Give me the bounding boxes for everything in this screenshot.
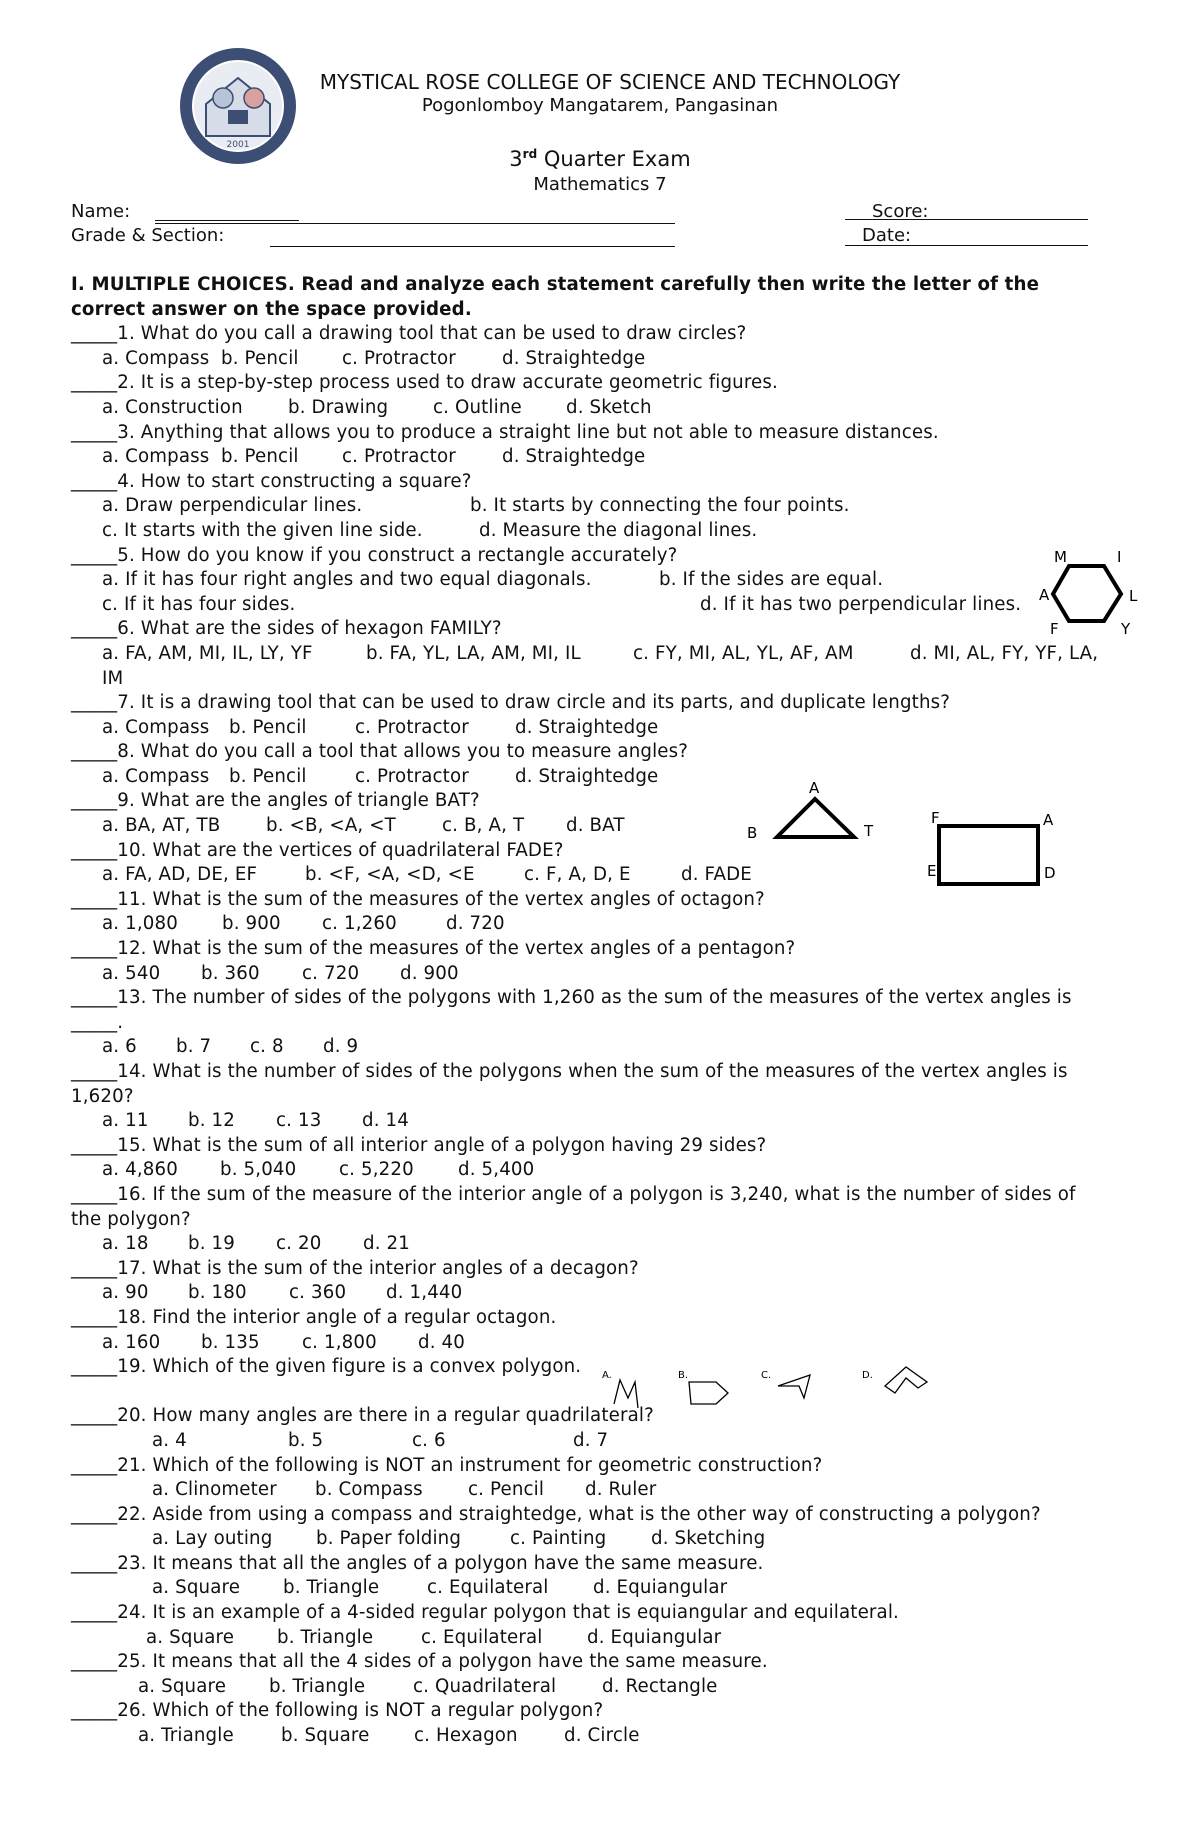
choice-a: a. Square [146,1626,235,1648]
answer-blank[interactable]: _____ [71,618,118,640]
choice-b: b. 12 [188,1110,236,1132]
choice-a: a. 1,080 [102,913,178,935]
rectangle-label-f: F [931,809,940,827]
question-2 [71,371,1111,396]
choices-4-row2 [71,519,1111,544]
option-b-shape [689,1382,728,1404]
choice-c: c. Protractor [342,347,456,369]
choices-22 [71,1527,1111,1552]
hexagon-family-figure [1035,544,1145,636]
choices-5-row2 [71,593,1111,618]
convex-option-label-b: B. [678,1370,689,1381]
choice-b: b. It starts by connecting the four points. [470,495,850,517]
answer-blank[interactable]: _____ [71,839,118,861]
answer-blank[interactable]: _____ [71,692,118,714]
exam-ordinal-suffix: rd [522,147,538,161]
option-a-shape [614,1380,638,1408]
choice-d: d. Sketch [566,396,652,418]
subject-title: Mathematics 7 [533,174,667,195]
choice-b: b. Triangle [283,1577,380,1599]
triangle-label-t: T [864,822,874,840]
choices-15 [71,1158,1111,1183]
rectangle-label-d: D [1044,864,1056,882]
choice-d: d. Straightedge [515,765,659,787]
choice-a: a. 11 [102,1110,149,1132]
choice-c: c. Outline [433,396,522,418]
hexagon-label-m: M [1054,548,1067,566]
exam-title [0,147,1200,171]
choices-4-row1 [71,494,1111,519]
choices-5-row1 [71,568,1111,593]
choice-b: b. 180 [188,1282,247,1304]
question-7 [71,691,1111,716]
convex-option-label-a: A. [602,1370,612,1381]
choice-a: a. BA, AT, TB [102,815,221,837]
choices-26 [71,1724,1111,1749]
choice-c: c. 13 [276,1110,322,1132]
choice-d: d. Circle [564,1725,640,1747]
question-text: 8. What do you call a tool that allows you to measure angles? [117,741,689,763]
name-line[interactable] [155,223,675,224]
exam-content [71,273,1111,1749]
choice-d: d. 900 [400,962,459,984]
choice-c: c. It starts with the given line side. [102,519,423,541]
choices-21 [71,1478,1111,1503]
choice-d: d. 9 [323,1036,359,1058]
grade-section-label: Grade & Section: [71,225,225,246]
choice-a: a. Compass [102,716,210,738]
choices-16 [71,1232,1111,1257]
choices-12 [71,962,1111,987]
choice-c: c. FY, MI, AL, YL, AF, AM [633,642,854,664]
score-line[interactable] [845,219,1088,220]
question-19 [71,1355,1111,1380]
question-23 [71,1552,1111,1577]
choice-c: c. F, A, D, E [524,864,631,886]
choices-20 [71,1429,1111,1454]
answer-blank[interactable]: _____ [71,1134,118,1156]
choice-c: c. 1,800 [302,1331,377,1353]
triangle-label-a: A [809,779,820,797]
hexagon-label-l: L [1129,587,1138,605]
choice-b: b. 5,040 [220,1159,297,1181]
question-18 [71,1306,1111,1331]
question-1 [71,322,1111,347]
question-22 [71,1503,1111,1528]
question-text: 22. Aside from using a compass and straightedge, what is the other way of constructing a polygon? [117,1503,1041,1525]
answer-blank[interactable]: _____ [71,741,118,763]
date-label: Date: [862,225,912,246]
choice-a: a. 90 [102,1282,149,1304]
hexagon-label-i: I [1117,548,1122,566]
question-text: 26. Which of the following is NOT a regular polygon? [117,1700,604,1722]
choice-b: b. 5 [288,1429,324,1451]
choice-c: c. 5,220 [339,1159,414,1181]
choice-b: b. 900 [222,913,281,935]
choice-a: a. Clinometer [152,1479,277,1501]
name-label: Name: [71,201,131,222]
choice-a: a. Draw perpendicular lines. [102,495,363,517]
exam-ordinal: 3 [509,147,523,171]
choice-d: d. Rectangle [602,1675,718,1697]
question-text: 19. Which of the given figure is a convex polygon. [117,1356,582,1378]
choice-d: d. 1,440 [386,1282,463,1304]
answer-blank[interactable]: _____ [71,421,118,443]
choice-d: d. BAT [566,815,625,837]
exam-title-rest: Quarter Exam [537,147,691,171]
choices-7 [71,716,1111,741]
question-5 [71,544,1111,569]
question-12 [71,937,1111,962]
question-15 [71,1134,1111,1159]
question-text: 9. What are the angles of triangle BAT? [117,790,480,812]
choice-c: c. Pencil [468,1479,545,1501]
choices-25 [71,1675,1111,1700]
choice-c: c. 1,260 [322,913,397,935]
answer-blank[interactable]: _____ [71,544,118,566]
answer-blank[interactable]: _____ [71,1552,118,1574]
choice-c: c. B, A, T [442,815,525,837]
choices-13 [71,1035,1111,1060]
question-text: 23. It means that all the angles of a polygon have the same measure. [117,1552,764,1574]
question-text: 6. What are the sides of hexagon FAMILY? [117,618,502,640]
question-4 [71,470,1111,495]
choice-d: d. MI, AL, FY, YF, LA, IM [102,642,1099,689]
school-name: MYSTICAL ROSE COLLEGE OF SCIENCE AND TECHNOLOGY [319,70,901,94]
choice-a: a. 4 [152,1429,187,1451]
rectangle-label-e: E [927,862,937,880]
triangle-shape [777,799,854,837]
choice-d: d. Equiangular [593,1577,728,1599]
choices-3 [71,445,1111,470]
choices-14 [71,1109,1111,1134]
answer-blank[interactable]: _____ [71,790,118,812]
choice-d: d. FADE [681,864,752,886]
answer-blank[interactable]: _____ [71,470,118,492]
choice-c: c. Protractor [355,765,469,787]
choice-d: d. 5,400 [458,1159,535,1181]
choices-6 [71,642,1111,691]
choice-a: a. 18 [102,1233,149,1255]
choice-b: b. Triangle [277,1626,374,1648]
question-25 [71,1650,1111,1675]
name-line-short[interactable] [155,220,299,221]
choice-d: d. Straightedge [515,716,659,738]
choice-b: b. Compass [315,1479,423,1501]
question-text: 3. Anything that allows you to produce a straight line but not able to measure distances. [117,421,939,443]
choice-b: b. 7 [176,1036,212,1058]
choice-c: c. Protractor [355,716,469,738]
question-20 [71,1404,1111,1429]
triangle-label-b: B [747,824,758,842]
choice-a: a. 540 [102,962,161,984]
question-26 [71,1699,1111,1724]
convex-polygon-options-figure [600,1362,940,1414]
answer-blank[interactable]: _____ [71,1405,118,1427]
choice-c: c. 360 [289,1282,347,1304]
answer-blank[interactable]: _____ [71,1651,118,1673]
choice-d: d. 720 [446,913,505,935]
school-address: Pogonlomboy Mangatarem, Pangasinan [421,95,779,116]
choice-c: c. Painting [510,1528,607,1550]
question-text: 25. It means that all the 4 sides of a polygon have the same measure. [117,1651,768,1673]
choice-b: b. Pencil [221,446,299,468]
answer-blank[interactable]: _____ [71,1183,118,1205]
choice-a: a. If it has four right angles and two equal diagonals. [102,569,592,591]
choice-d: d. Measure the diagonal lines. [479,519,758,541]
rectangle-shape [939,826,1038,884]
question-13 [71,986,1111,1035]
question-8 [71,740,1111,765]
hexagon-label-f: F [1050,620,1059,636]
choice-b: b. 360 [201,962,260,984]
choices-18 [71,1331,1111,1356]
choices-17 [71,1281,1111,1306]
option-d-shape [885,1367,927,1393]
choice-d: d. Ruler [585,1479,657,1501]
choice-c: c. Quadrilateral [413,1675,557,1697]
choice-a: a. Lay outing [152,1528,273,1550]
choice-a: a. Construction [102,396,243,418]
answer-blank[interactable]: _____ [71,1061,118,1082]
choice-a: a. Compass [102,347,210,369]
question-text: 17. What is the sum of the interior angles of a decagon? [117,1257,639,1279]
choice-b: b. Triangle [269,1675,366,1697]
question-text: 5. How do you know if you construct a rectangle accurately? [117,544,678,566]
question-text: 1. What do you call a drawing tool that can be used to draw circles? [117,323,747,345]
choice-a: a. Square [138,1675,227,1697]
answer-blank[interactable]: _____ [71,1503,118,1525]
choice-b: b. If the sides are equal. [659,569,884,591]
choice-b: b. Pencil [229,765,307,787]
choices-24 [71,1626,1111,1651]
question-text: 24. It is an example of a 4-sided regular polygon that is equiangular and equilateral. [117,1602,899,1624]
hexagon-label-y: Y [1121,620,1131,636]
choice-b: b. Drawing [288,396,389,418]
logo-year: 2001 [226,140,250,150]
choice-d: d. If it has two perpendicular lines. [700,593,1022,615]
choice-b: b. Paper folding [316,1528,462,1550]
question-6 [71,617,1111,642]
question-21 [71,1454,1111,1479]
triangle-bat-figure [744,776,884,846]
choice-d: d. 7 [573,1429,609,1451]
question-11 [71,888,1111,913]
choice-c: c. Equilateral [421,1626,543,1648]
choice-c: c. Protractor [342,446,456,468]
choice-d: d. Equiangular [587,1626,722,1648]
choice-d: d. Sketching [651,1528,766,1550]
choice-a: a. Compass [102,765,210,787]
question-text: 12. What is the sum of the measures of the vertex angles of a pentagon? [117,938,796,960]
answer-blank[interactable]: _____ [71,1700,118,1722]
choice-c: c. Equilateral [427,1577,549,1599]
question-text: 21. Which of the following is NOT an instrument for geometric construction? [117,1454,823,1476]
question-text: 15. What is the sum of all interior angle of a polygon having 29 sides? [117,1134,767,1156]
choice-b: b. 19 [188,1233,236,1255]
score-label: Score: [872,201,929,222]
answer-blank[interactable]: _____ [71,1356,118,1378]
answer-blank[interactable]: _____ [71,1306,118,1328]
choice-b: b. <F, <A, <D, <E [305,864,475,886]
choice-a: a. 160 [102,1331,161,1353]
option-c-shape [778,1375,810,1398]
date-line[interactable] [845,245,1088,246]
choice-d: d. Straightedge [502,446,646,468]
question-text: 13. The number of sides of the polygons with 1,260 as the sum of the measures of the vertex angles is _____. [71,987,1072,1033]
answer-blank[interactable]: _____ [71,323,118,345]
answer-blank[interactable]: _____ [71,372,118,394]
answer-blank[interactable]: _____ [71,888,118,910]
question-text: 18. Find the interior angle of a regular octagon. [117,1306,557,1328]
choice-c: c. 8 [250,1036,284,1058]
choices-11 [71,912,1111,937]
choice-c: c. If it has four sides. [102,593,296,615]
choice-a: a. FA, AM, MI, IL, LY, YF [102,642,313,664]
choice-d: d. 21 [363,1233,411,1255]
choices-1 [71,347,1111,372]
choices-8 [71,765,1111,790]
choice-d: d. 14 [362,1110,410,1132]
choice-b: b. 135 [201,1331,260,1353]
choice-c: c. 720 [302,962,360,984]
grade-section-line[interactable] [270,246,675,247]
question-14 [71,1060,1111,1109]
question-text: 10. What are the vertices of quadrilateral FADE? [117,839,564,861]
hexagon-shape [1053,566,1121,621]
question-17 [71,1257,1111,1282]
question-24 [71,1601,1111,1626]
choices-2 [71,396,1111,421]
choice-c: c. Hexagon [414,1725,518,1747]
choice-a: a. Triangle [138,1725,234,1747]
question-text: 11. What is the sum of the measures of the vertex angles of octagon? [117,888,765,910]
answer-blank[interactable]: _____ [71,1454,118,1476]
question-text: 4. How to start constructing a square? [117,470,472,492]
choice-b: b. Pencil [229,716,307,738]
answer-blank[interactable]: _____ [71,1257,118,1279]
rectangle-label-a: A [1043,811,1054,829]
answer-blank[interactable]: _____ [71,1602,118,1624]
convex-option-label-d: D. [862,1370,873,1381]
answer-blank[interactable]: _____ [71,938,118,960]
choice-a: a. 6 [102,1036,137,1058]
question-text: 2. It is a step-by-step process used to draw accurate geometric figures. [117,372,778,394]
choice-a: a. FA, AD, DE, EF [102,864,258,886]
question-text: 14. What is the number of sides of the polygons when the sum of the measures of the vertex angles is 1,620? [71,1061,1068,1107]
question-text: 20. How many angles are there in a regular quadrilateral? [117,1405,654,1427]
choice-c: c. 20 [276,1233,322,1255]
question-3 [71,421,1111,446]
hexagon-label-a: A [1039,586,1050,604]
choice-a: a. Square [152,1577,241,1599]
question-text: 16. If the sum of the measure of the interior angle of a polygon is 3,240, what is the number of sides of the polygon? [71,1183,1076,1230]
instructions: I. MULTIPLE CHOICES. Read and analyze each statement carefully then write the letter of the correct answer on the space provided. [71,274,1040,320]
convex-option-label-c: C. [761,1370,772,1381]
rectangle-fade-figure [924,808,1074,888]
question-text: 7. It is a drawing tool that can be used to draw circle and its parts, and duplicate lengths? [117,692,951,714]
choice-b: b. Square [281,1725,370,1747]
choice-a: a. 4,860 [102,1159,178,1181]
choice-d: d. 40 [418,1331,466,1353]
choices-19-spacer [71,1380,1111,1405]
choice-b: b. <B, <A, <T [266,815,396,837]
choice-a: a. Compass [102,446,210,468]
choice-c: c. 6 [412,1429,446,1451]
choice-b: b. FA, YL, LA, AM, MI, IL [366,642,581,664]
choice-d: d. Straightedge [502,347,646,369]
choice-b: b. Pencil [221,347,299,369]
answer-blank[interactable]: _____ [71,987,118,1009]
question-16 [71,1183,1111,1232]
choices-23 [71,1576,1111,1601]
